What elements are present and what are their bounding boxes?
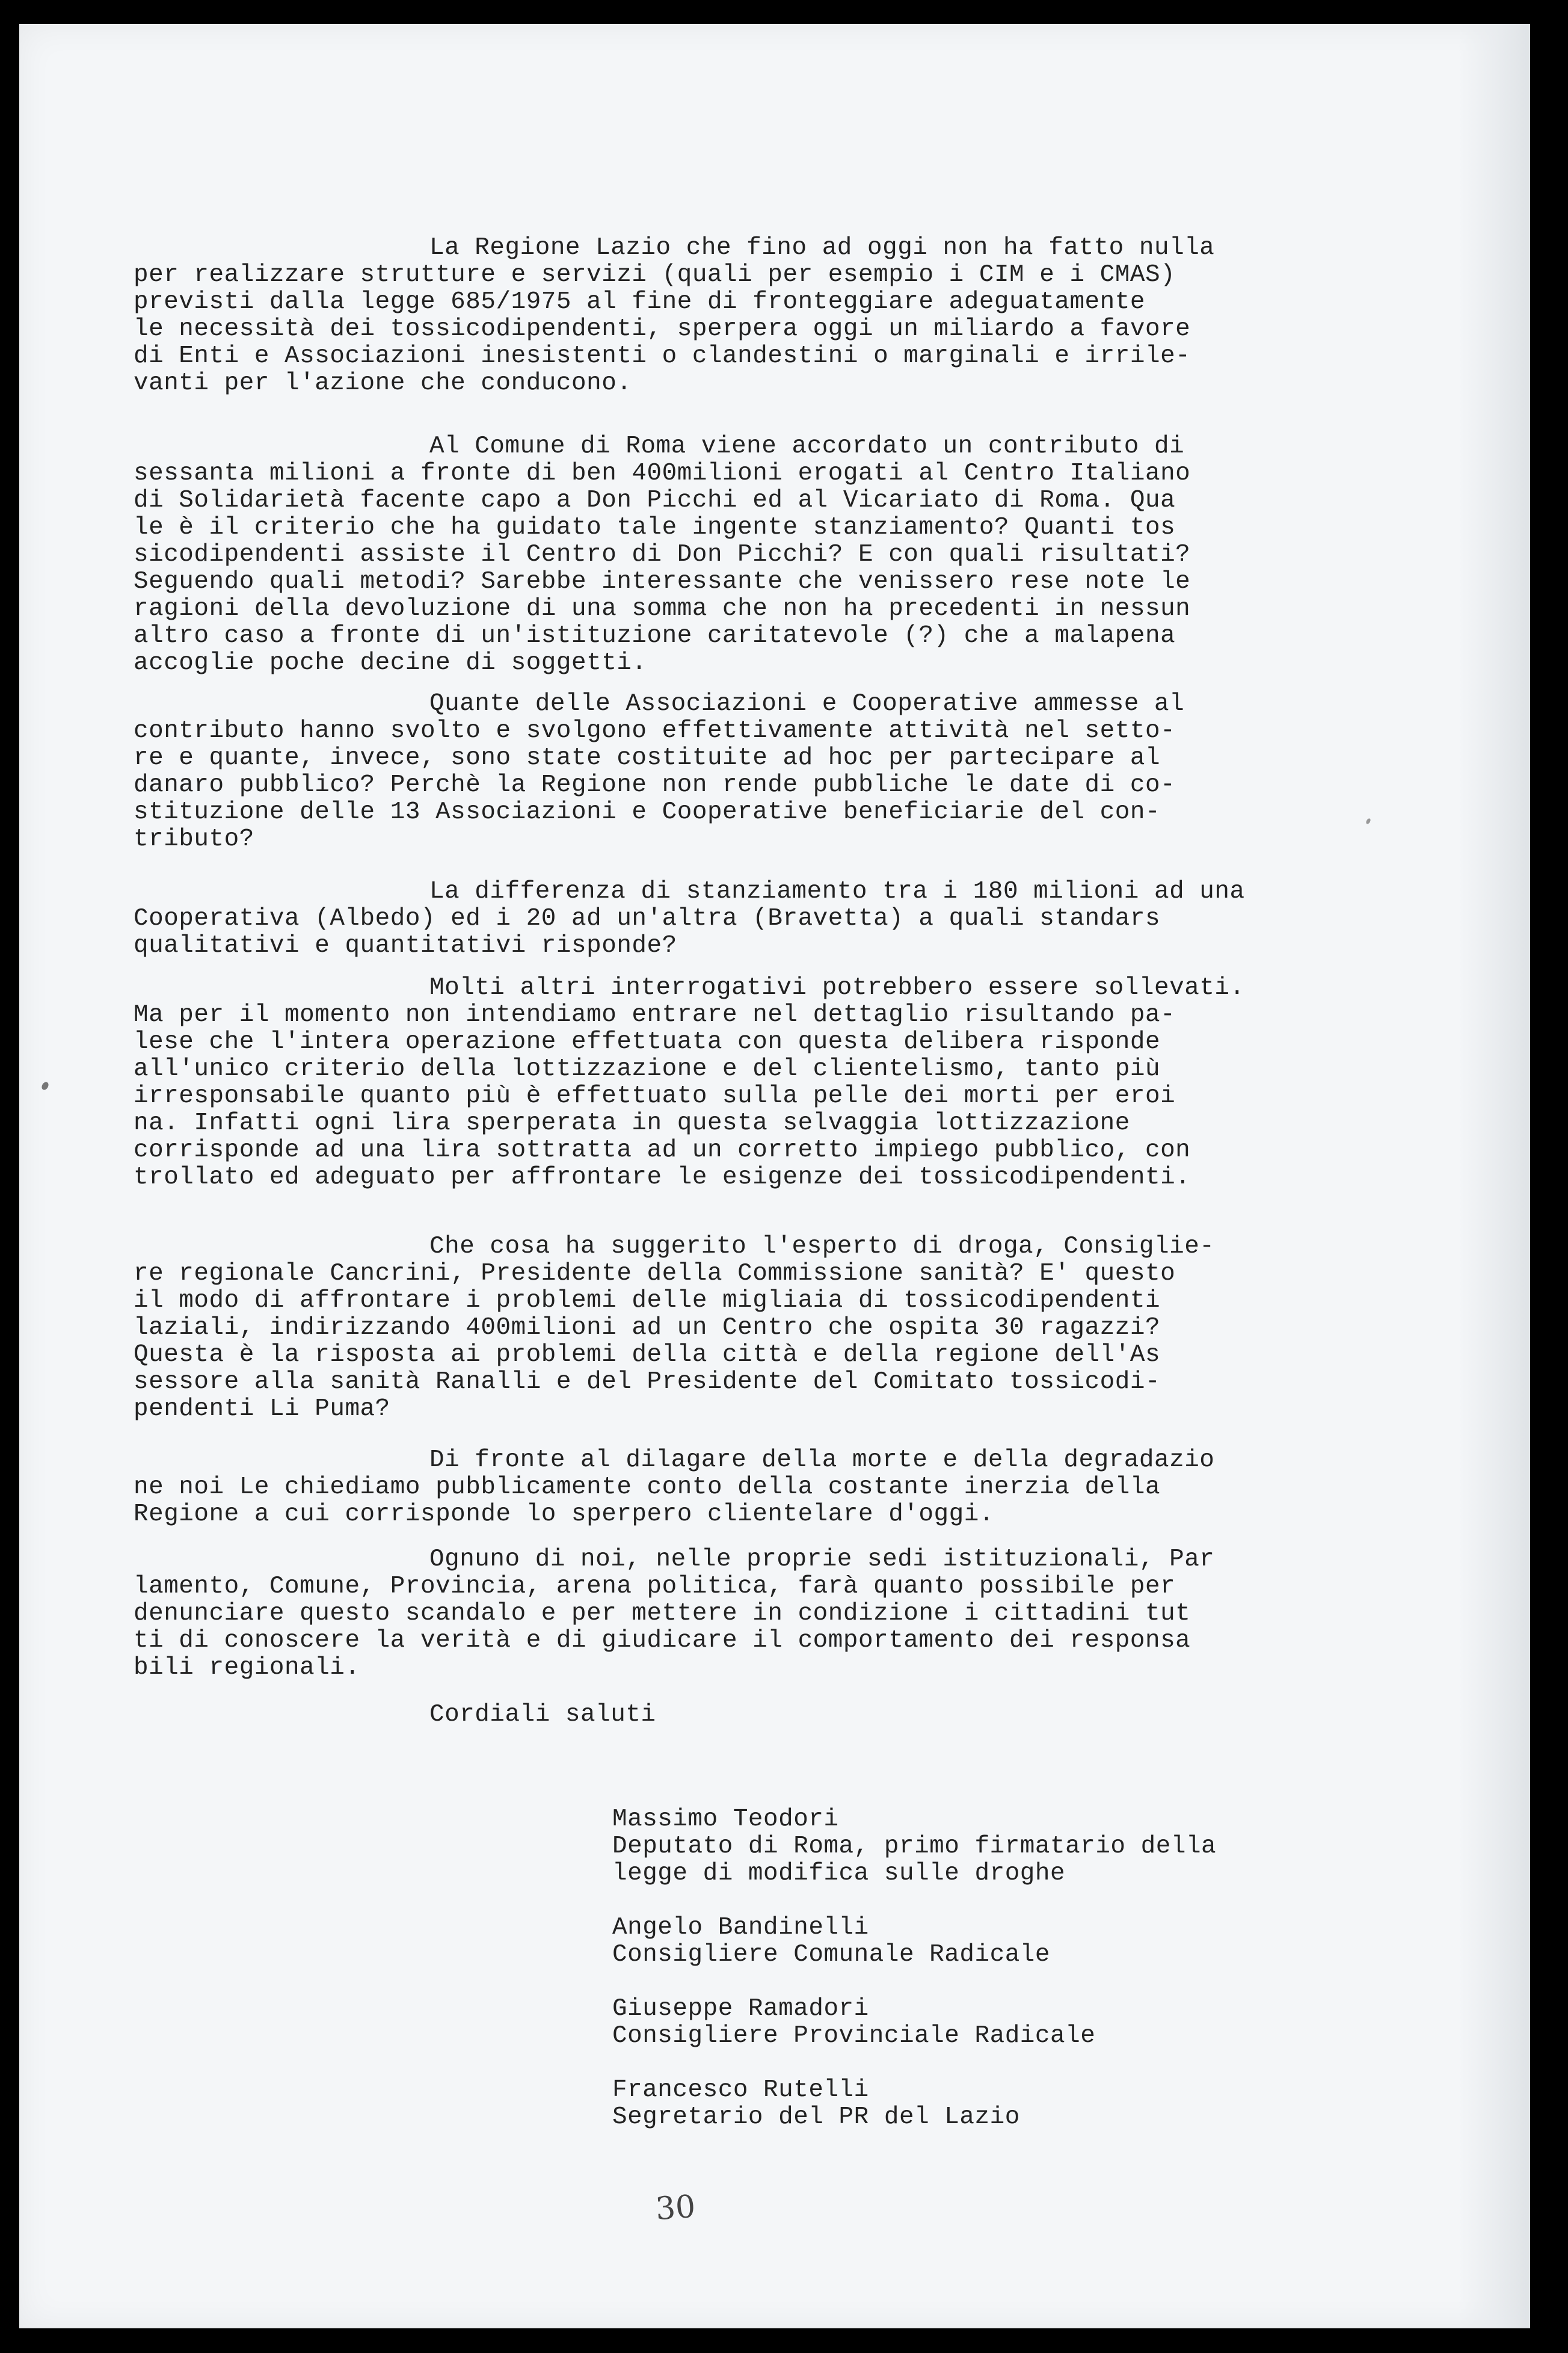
text-line: per realizzare strutture e servizi (quali per esempio i CIM e i CMAS) [134, 261, 1176, 289]
signatory-name: Giuseppe Ramadori [612, 1995, 869, 2023]
text-line: sessore alla sanità Ranalli e del Presidente del Comitato tossicodi- [134, 1368, 1161, 1396]
closing-text: Cordiali saluti [429, 1701, 656, 1729]
text-line: lese che l'intera operazione effettuata con questa delibera risponde [134, 1028, 1161, 1056]
signatory-role: Segretario del PR del Lazio [612, 2103, 1020, 2131]
text-line: lamento, Comune, Provincia, arena politica, farà quanto possibile per [134, 1573, 1176, 1600]
text-line: Che cosa ha suggerito l'esperto di droga, Consiglie- [429, 1233, 1215, 1260]
text-line: Al Comune di Roma viene accordato un contributo di [429, 433, 1185, 460]
text-line: sicodipendenti assiste il Centro di Don Picchi? E con quali risultati? [134, 541, 1191, 569]
text-line: laziali, indirizzando 400milioni ad un Centro che ospita 30 ragazzi? [134, 1314, 1161, 1342]
signatory-role: Deputato di Roma, primo firmatario della [612, 1833, 1217, 1860]
text-line: all'unico criterio della lottizzazione e del clientelismo, tanto più [134, 1055, 1161, 1083]
text-line: pendenti Li Puma? [134, 1395, 390, 1423]
handwritten-page-number: 30 [654, 2188, 697, 2228]
paragraph [134, 878, 1336, 960]
text-line: La Regione Lazio che fino ad oggi non ha fatto nulla [429, 234, 1215, 262]
paragraph [134, 433, 1336, 677]
text-line: corrisponde ad una lira sottratta ad un corretto impiego pubblico, con [134, 1136, 1191, 1164]
signatory-role: legge di modifica sulle droghe [612, 1860, 1066, 1887]
text-line: La differenza di stanziamento tra i 180 milioni ad una [429, 878, 1245, 905]
text-line: altro caso a fronte di un'istituzione caritatevole (?) che a malapena [134, 622, 1176, 650]
signatory-name: Massimo Teodori [612, 1806, 839, 1833]
text-line: na. Infatti ogni lira sperperata in questa selvaggia lottizzazione [134, 1109, 1130, 1137]
text-line: Questa è la risposta ai problemi della città e della regione dell'As [134, 1341, 1161, 1369]
paper-edge-shading [1458, 24, 1530, 2328]
text-line: accoglie poche decine di soggetti. [134, 649, 647, 677]
text-line: denunciare questo scandalo e per mettere in condizione i cittadini tut [134, 1600, 1191, 1627]
text-line: ne noi Le chiediamo pubblicamente conto della costante inerzia della [134, 1473, 1161, 1501]
text-line: Regione a cui corrisponde lo sperpero clientelare d'oggi. [134, 1500, 994, 1528]
text-line: trollato ed adeguato per affrontare le esigenze dei tossicodipendenti. [134, 1164, 1191, 1191]
signatory-name: Francesco Rutelli [612, 2076, 869, 2104]
closing-salutation [134, 1701, 1336, 1729]
text-line: di Solidarietà facente capo a Don Picchi ed al Vicariato di Roma. Qua [134, 487, 1176, 514]
paragraph [134, 235, 1336, 397]
text-line: Seguendo quali metodi? Sarebbe interessante che venissero rese note le [134, 568, 1191, 596]
text-line: Ma per il momento non intendiamo entrare nel dettaglio risultando pa- [134, 1001, 1176, 1029]
signatories-block [612, 1806, 1216, 2158]
signatory [612, 2077, 1216, 2131]
signatory [612, 1914, 1216, 1969]
text-line: irresponsabile quanto più è effettuato sulla pelle dei morti per eroi [134, 1082, 1176, 1110]
text-line: stituzione delle 13 Associazioni e Cooperative beneficiarie del con- [134, 798, 1161, 826]
text-line: il modo di affrontare i problemi delle migliaia di tossicodipendenti [134, 1287, 1161, 1315]
signatory [612, 1996, 1216, 2050]
text-line: Cooperativa (Albedo) ed i 20 ad un'altra (Bravetta) a quali standars [134, 905, 1161, 933]
paragraph [134, 691, 1336, 853]
text-line: Ognuno di noi, nelle proprie sedi istituzionali, Par [429, 1546, 1215, 1573]
text-line: re e quante, invece, sono state costituite ad hoc per partecipare al [134, 744, 1161, 772]
text-line: contributo hanno svolto e svolgono effettivamente attività nel setto- [134, 717, 1176, 745]
text-line: di Enti e Associazioni inesistenti o clandestini o marginali e irrile- [134, 342, 1191, 370]
text-line: le necessità dei tossicodipendenti, sperpera oggi un miliardo a favore [134, 315, 1191, 343]
signatory-role: Consigliere Comunale Radicale [612, 1941, 1051, 1969]
signatory-name: Angelo Bandinelli [612, 1914, 869, 1941]
text-line: sessanta milioni a fronte di ben 400milioni erogati al Centro Italiano [134, 460, 1191, 487]
text-line: bili regionali. [134, 1654, 360, 1682]
text-line: qualitativi e quantitativi risponde? [134, 932, 677, 960]
text-line: le è il criterio che ha guidato tale ingente stanziamento? Quanti tos [134, 514, 1176, 541]
text-line: re regionale Cancrini, Presidente della Commissione sanità? E' questo [134, 1260, 1176, 1288]
text-line: Molti altri interrogativi potrebbero essere sollevati. [429, 974, 1245, 1002]
text-line: vanti per l'azione che conducono. [134, 369, 632, 397]
text-line: tributo? [134, 825, 254, 853]
text-line: danaro pubblico? Perchè la Regione non rende pubbliche le date di co- [134, 771, 1176, 799]
paragraph [134, 1447, 1336, 1528]
paragraph [134, 975, 1336, 1191]
signatory-role: Consigliere Provinciale Radicale [612, 2022, 1096, 2050]
text-line: previsti dalla legge 685/1975 al fine di fronteggiare adeguatamente [134, 288, 1145, 316]
paragraph [134, 1546, 1336, 1682]
signatory [612, 1806, 1216, 1887]
text-line: ragioni della devoluzione di una somma che non ha precedenti in nessun [134, 595, 1191, 623]
text-line: Di fronte al dilagare della morte e della degradazio [429, 1446, 1215, 1474]
text-line: Quante delle Associazioni e Cooperative ammesse al [429, 690, 1185, 718]
text-line: ti di conoscere la verità e di giudicare il comportamento dei responsa [134, 1627, 1191, 1655]
paragraph [134, 1233, 1336, 1423]
